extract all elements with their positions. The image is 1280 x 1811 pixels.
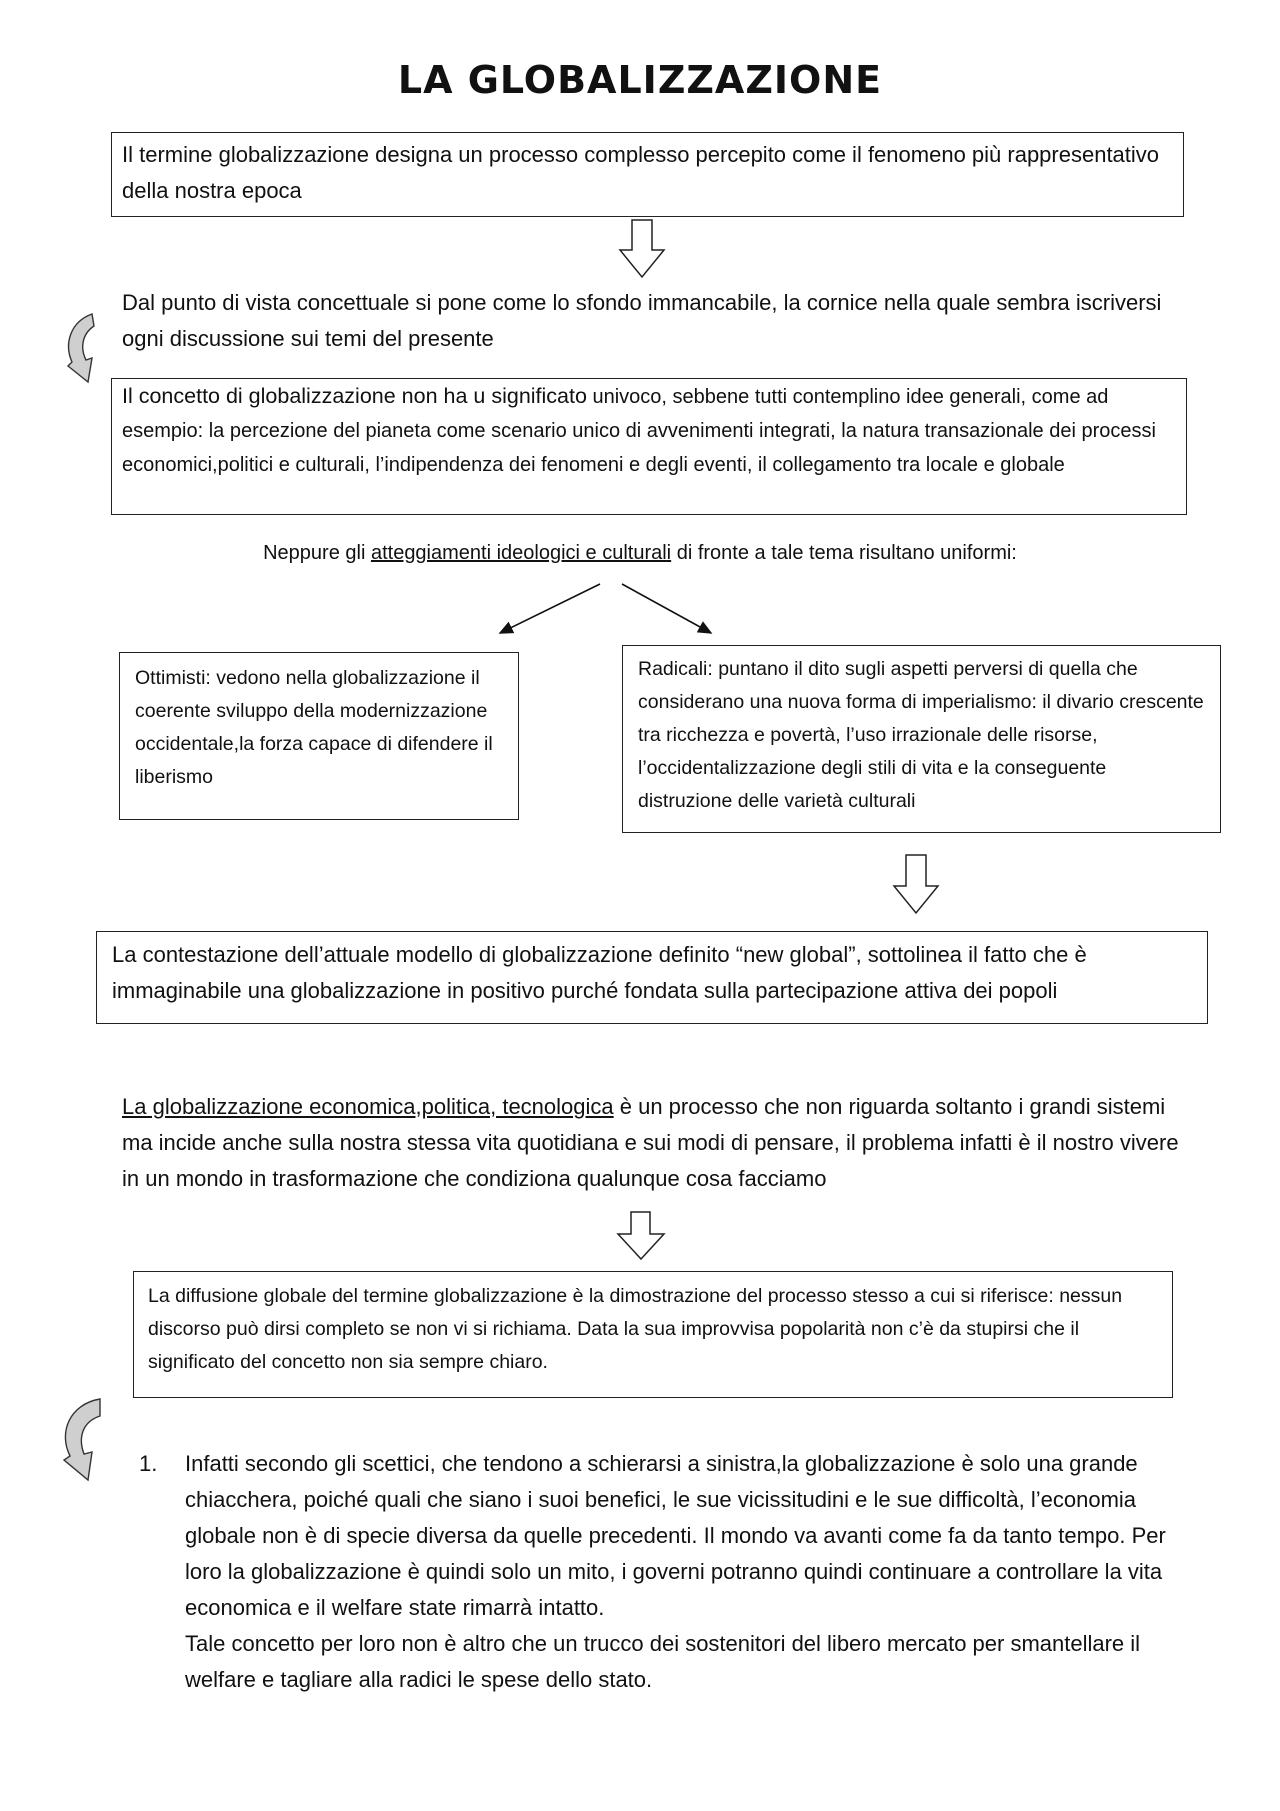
intro-text: Il termine globalizzazione designa un processo complesso percepito come il fenomeno più rappresentativo della nostra epoca (122, 142, 1160, 203)
ottimisti-box (119, 652, 519, 820)
radicali-text: Radicali: puntano il dito sugli aspetti perversi di quella che considerano una nuova forma di imperialismo: il divario crescente tra ricchezza e povertà, l’uso irrazionale delle risorse, l’occidentalizzazione degli stili di vita e la conseguente distruzione delle varietà culturali (638, 658, 1204, 812)
list-item-text: Infatti secondo gli scettici, che tendono a schierarsi a sinistra,la globalizzazione è solo una grande chiacchera, poiché quali che siano i suoi benefici, le sue vicissitudini e le sue difficoltà, l’economia globale non è di specie diversa da quelle precedenti. Il mondo va avanti come fa da tanto tempo. Per loro la globalizzazione è quindi solo un mito, i governi potranno quindi continuare a controllare la vita economica e il welfare state rimarrà intatto. (185, 1451, 1166, 1620)
economic-paragraph (122, 1089, 1192, 1197)
economic-rest: è un processo che non riguarda soltanto i grandi sistemi ma incide anche sulla nostra stessa vita quotidiana e sui modi di pensare, il problema infatti è il nostro vivere in un mondo in trasformazione che condiziona qualunque cosa facciamo (122, 1094, 1179, 1191)
ottimisti-text: Ottimisti: vedono nella globalizzazione il coerente sviluppo della modernizzazione occidentale,la forza capace di difendere il liberismo (135, 667, 493, 788)
attitudes-before: Neppure gli (263, 542, 371, 564)
concept-paragraph-text: Dal punto di vista concettuale si pone come lo sfondo immancabile, la cornice nella quale sembra iscriversi ogni discussione sui temi del presente (122, 290, 1162, 351)
attitudes-line (0, 536, 1280, 570)
down-arrow-icon (892, 855, 940, 915)
attitudes-after: di fronte a tale tema risultano uniformi: (671, 542, 1017, 564)
list-item (139, 1446, 1179, 1698)
concept-box-lead: Il concetto di globalizzazione non ha u significato (122, 384, 587, 408)
diffusione-text: La diffusione globale del termine globalizzazione è la dimostrazione del processo stesso a cui si riferisce: nessun discorso può dirsi completo se non vi si richiama. Data la sua improvvisa popolarità non c’è da stupirsi che il significato del concetto non sia sempre chiaro. (148, 1285, 1123, 1373)
down-arrow-icon (615, 1212, 667, 1262)
attitudes-underlined: atteggiamenti ideologici e culturali (370, 542, 672, 564)
down-arrow-icon (618, 220, 666, 280)
concept-paragraph (122, 285, 1182, 357)
concept-box-rest: univoco, sebbene tutti contemplino idee generali, come ad esempio: la percezione del pianeta come scenario unico di avvenimenti integrati, la natura transazionale dei processi economici,politici e culturali, l’indipendenza dei fenomeni e degli eventi, il collegamento tra locale e globale (122, 386, 1156, 476)
split-arrows (490, 582, 720, 638)
list-item-text-2: Tale concetto per loro non è altro che un trucco dei sostenitori del libero mercato per smantellare il welfare e tagliare alla radici le spese dello stato. (185, 1631, 1141, 1692)
new-global-box (96, 931, 1208, 1024)
new-global-text: La contestazione dell’attuale modello di globalizzazione definito “new global”, sottolinea il fatto che è immaginabile una globalizzazione in positivo purché fondata sulla partecipazione attiva dei popoli (112, 942, 1087, 1003)
economic-underlined: La globalizzazione economica,politica, tecnologica (122, 1094, 614, 1119)
radicali-box (622, 645, 1221, 833)
concept-box (111, 378, 1187, 515)
arrow-right-icon (622, 584, 711, 633)
curved-arrow-icon (62, 312, 102, 386)
curved-arrow-icon (56, 1396, 102, 1484)
arrow-left-icon (500, 584, 600, 633)
list-number: 1. (139, 1451, 158, 1476)
intro-box (111, 132, 1184, 217)
page-title: LA GLOBALIZZAZIONE (397, 58, 883, 102)
diffusione-box (133, 1271, 1173, 1398)
